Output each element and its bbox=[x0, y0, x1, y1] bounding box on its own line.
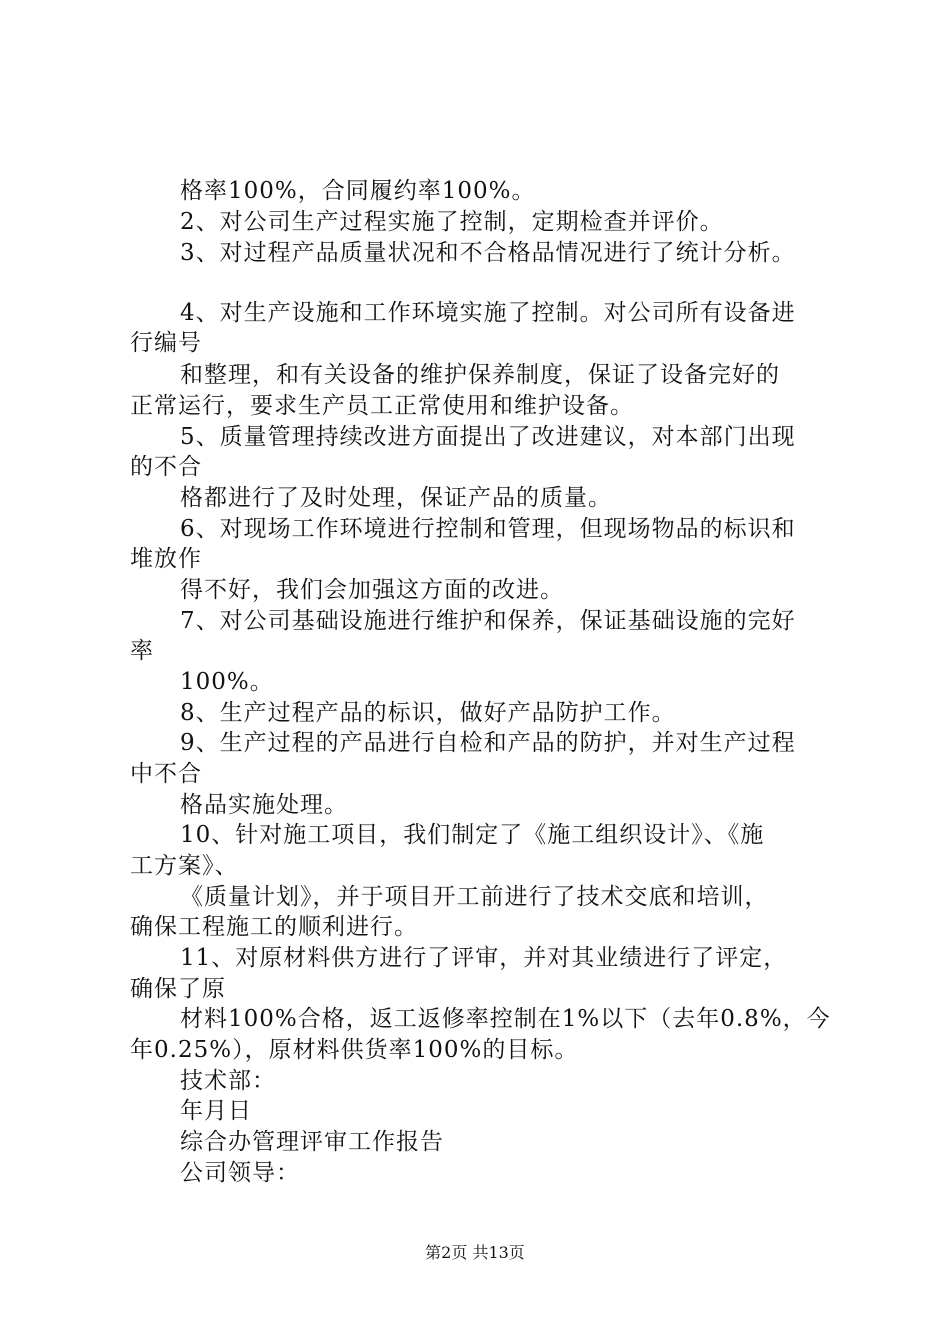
text-line: 格品实施处理。 bbox=[180, 792, 348, 818]
text-line: 4、对生产设施和工作环境实施了控制。对公司所有设备进 bbox=[180, 300, 796, 326]
text-line: 格都进行了及时处理，保证产品的质量。 bbox=[180, 485, 612, 511]
text-line: 率 bbox=[130, 638, 154, 664]
text-line: 8、生产过程产品的标识，做好产品防护工作。 bbox=[180, 700, 676, 726]
text-line: 行编号 bbox=[130, 330, 202, 356]
text-line: 6、对现场工作环境进行控制和管理，但现场物品的标识和 bbox=[180, 516, 796, 542]
text-line: 10、针对施工项目，我们制定了《施工组织设计》、《施 bbox=[180, 822, 765, 848]
text-line: 2、对公司生产过程实施了控制，定期检查并评价。 bbox=[180, 209, 724, 235]
text-line: 确保工程施工的顺利进行。 bbox=[130, 914, 418, 940]
text-line: 《质量计划》，并于项目开工前进行了技术交底和培训， bbox=[180, 884, 769, 910]
text-line: 正常运行，要求生产员工正常使用和维护设备。 bbox=[130, 393, 634, 419]
text-line: 确保了原 bbox=[130, 976, 226, 1002]
text-line: 和整理，和有关设备的维护保养制度，保证了设备完好的 bbox=[180, 362, 780, 388]
text-line: 9、生产过程的产品进行自检和产品的防护，并对生产过程 bbox=[180, 730, 796, 756]
text-line: 工方案》、 bbox=[130, 853, 239, 879]
text-line: 中不合 bbox=[130, 761, 202, 787]
text-line: 综合办管理评审工作报告 bbox=[180, 1129, 444, 1155]
text-line: 11、对原材料供方进行了评审，并对其业绩进行了评定， bbox=[180, 945, 788, 971]
text-line: 材料100%合格，返工返修率控制在1%以下（去年0.8%，今 bbox=[180, 1006, 831, 1032]
text-line: 3、对过程产品质量状况和不合格品情况进行了统计分析。 bbox=[180, 240, 796, 266]
text-line: 年月日 bbox=[180, 1098, 252, 1124]
text-line: 100%。 bbox=[180, 669, 274, 695]
text-line: 的不合 bbox=[130, 454, 202, 480]
text-line: 年0.25%），原材料供货率100%的目标。 bbox=[130, 1037, 579, 1063]
page-number: 第2页 共13页 bbox=[425, 1243, 525, 1262]
text-line: 格率100%，合同履约率100%。 bbox=[180, 178, 536, 204]
text-line: 7、对公司基础设施进行维护和保养，保证基础设施的完好 bbox=[180, 608, 796, 634]
text-line: 堆放作 bbox=[130, 546, 202, 572]
text-line: 技术部： bbox=[180, 1068, 276, 1094]
text-line: 得不好，我们会加强这方面的改进。 bbox=[180, 577, 564, 603]
text-line: 公司领导： bbox=[180, 1160, 300, 1186]
text-line: 5、质量管理持续改进方面提出了改进建议，对本部门出现 bbox=[180, 424, 796, 450]
